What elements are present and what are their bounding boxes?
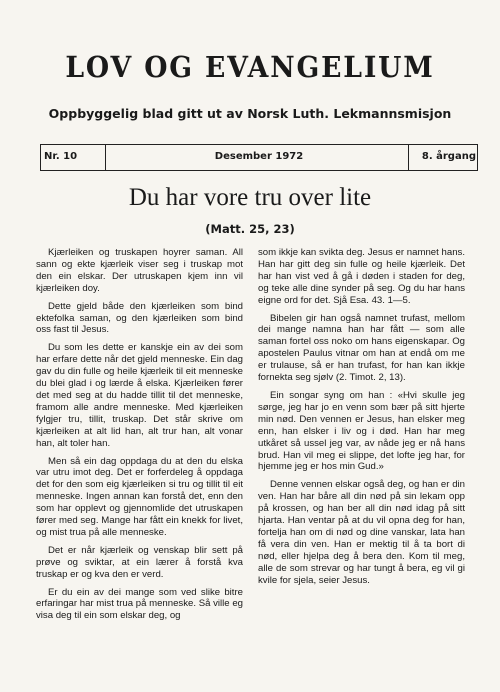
left-column [36, 247, 243, 628]
paragraph: Du som les dette er kanskje ein av dei som har erfare dette når det gjeld menneske. Ein dag gav du din fulle og heile kjærleik til eit menneske du blei glad i og lærde å elska. Kjærleiken fører det med seg at du hadde tillit til det menneske, framom alle andre menneske. Med kjærleiken fylgjer tru, tillit, truskap. Det står skrive om kjærleiken at alt lid han, alt trur han, alt vonar han, alt toler han. [36, 342, 243, 449]
issue-date: Desember 1972 [214, 151, 304, 162]
article-title: Du har vore tru over lite [128, 184, 372, 211]
paragraph: Kjærleiken og truskapen hoyrer saman. All sann og ekte kjærleik viser seg i truskap mot den ein elskar. Der utruskapen kjem inn vil kjærleiken doy. [36, 247, 243, 294]
paragraph: Bibelen gir han også namnet trufast, mellom dei mange namna han har fått — som alle saman fortel oss noko om hans eigenskapar. Og apostelen Paulus vitnar om han at endå om me er trulause, så er han trufast, for han kan ikkje fornekta seg sjølv (2. Timot. 2, 13). [258, 312, 465, 384]
masthead-subtitle: Oppbyggelig blad gitt ut av Norsk Luth. Lekmannsmisjon [48, 106, 452, 121]
paragraph: Denne vennen elskar også deg, og han er din ven. Han har båre all din nød på sin lekam opp på krossen, og han ber all din nød idag på sitt hjarta. Han ventar på at du vil opna deg for han, fortelja han om di nød og dine vanskar, lata han få vera din ven. Han er mektig til å ta bort di nød, eller hjelpa deg å bera den. Kom til meg, alle de som strevar og har tungt å bera, eg vil gi kvile for sjela, seier Jesus. [258, 479, 465, 586]
issue-volume: 8. årgang [421, 151, 476, 162]
paragraph: Det er når kjærleik og venskap blir sett på prøve og sviktar, at ein lærer å forstå kva truskap er og kva den er verd. [36, 544, 243, 580]
paragraph: Dette gjeld både den kjærleiken som bind ektefolka saman, og den kjærleiken som bind oss fast til Jesus. [36, 300, 243, 336]
bottom-rule [40, 170, 478, 171]
paragraph: Men så ein dag oppdaga du at den du elska var utru imot deg. Det er forferdeleg å oppdaga det for den som eig kjærleiken si tru og tillit til eit menneske. Ingen annan kan forstå det, enn den som har opplevt og gjennomlide det utruskapen fører med seg. Mange har fått ein knekk for livet, og mist trua på alle menneske. [36, 455, 243, 538]
paragraph: Er du ein av dei mange som ved slike bitre erfaringar har mist trua på menneske. Så ville eg visa deg til ein som elskar deg, og [36, 586, 243, 622]
paragraph: som ikkje kan svikta deg. Jesus er namnet hans. Han har gitt deg sin fulle og heile kjærleik. Det har han vist ved å gå i døden i staden for deg, og teke alle dine synder på seg. Og du har hans eigne ord for det. Sjå Esa. 43. 1—5. [258, 247, 465, 306]
issue-number: Nr. 10 [44, 151, 78, 162]
masthead-title: LOV OG EVANGELIUM [65, 50, 435, 84]
right-column [258, 247, 465, 592]
issue-bar [40, 145, 478, 171]
paragraph: Ein songar syng om han : «Hvi skulle jeg sørge, jeg har jo en venn som bær på sitt hjerte min nød. Den vennen er Jesus, han elsker meg enn, han elsker i liv og i død. Han har meg utkåret så ussel jeg var, av nåde jeg er nå hans brud. Han vil meg ei slippe, det lofte jeg har, for hjemme jeg er hos min Gud.» [258, 389, 465, 473]
scripture-reference: (Matt. 25, 23) [205, 222, 295, 236]
